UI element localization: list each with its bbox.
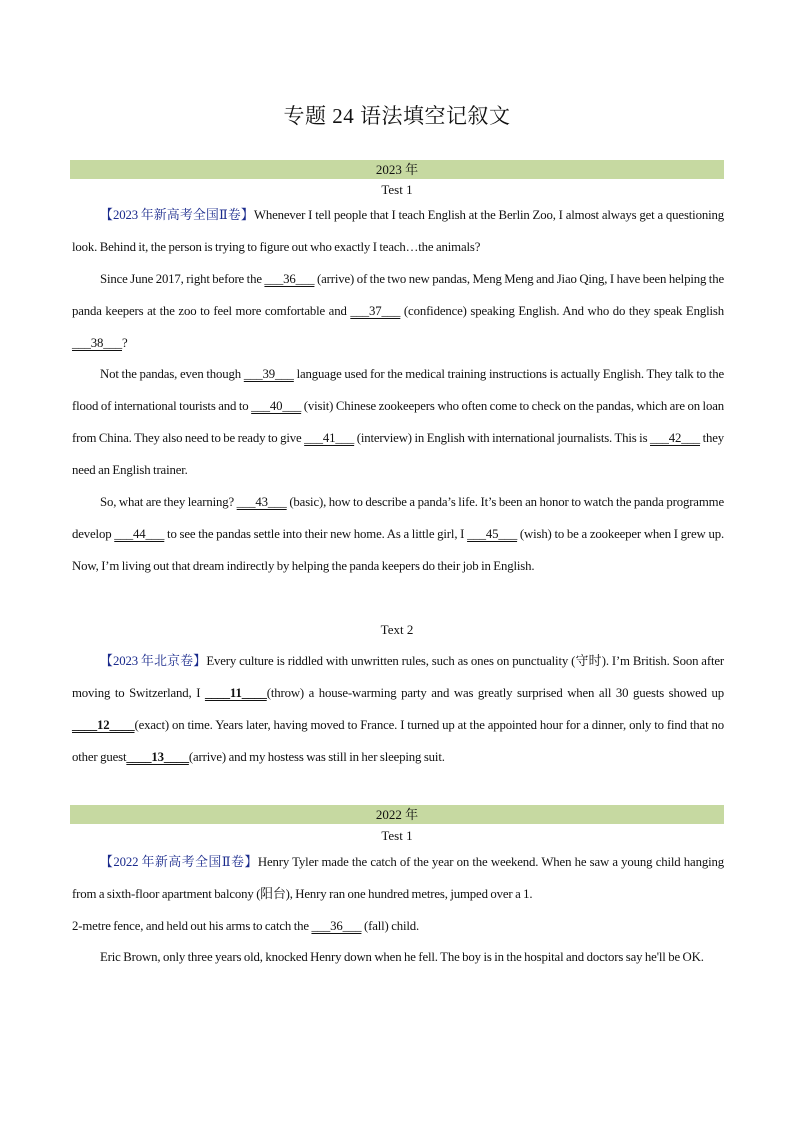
text-run: (confidence) speaking English. And who do they speak English [400, 303, 724, 318]
answer-blank: ___42___ [650, 430, 700, 445]
text-heading: Text 2 [380, 622, 414, 637]
text-run: Whenever I tell people that I teach English at the Berlin Zoo, I almost always get a questioning look. Behind it, the person is trying to figure out who exactly I teach…the animals? [72, 208, 724, 254]
answer-blank: ___43___ [236, 495, 287, 509]
paragraph [72, 942, 724, 974]
text-run: Not the pandas, even though [100, 367, 244, 381]
paragraph [72, 646, 724, 774]
text-run: (throw) a house-warming party and was greatly surprised when all 30 guests showed up [266, 685, 724, 700]
year-band-2023: 2023 年 [70, 160, 724, 179]
text-run: (wish) to be a zookeeper when I grew up. Now, I’m living out that dream indirectly by helping the panda keepers do their job in English. [72, 526, 724, 573]
year-band-2022: 2022 年 [70, 805, 724, 824]
answer-blank: ___38___ [72, 335, 122, 350]
answer-blank: ___45___ [467, 526, 518, 541]
answer-blank: ____12____ [72, 717, 135, 732]
answer-blank: ___36___ [264, 272, 315, 286]
text-run: (basic), how to describe a panda’s life. It’s been an honor to watch the panda programme develop [72, 495, 724, 541]
text-run: Since June 2017, right before the [100, 272, 265, 286]
exam-source-label: 【2022 年新高考全国Ⅱ卷】 [100, 855, 258, 869]
answer-blank: ____13____ [126, 749, 189, 764]
text-run: 2-metre fence, and held out his arms to catch the [72, 919, 312, 933]
text-run: (exact) on time. Years later, having moved to France. I turned up at the appointed hour for a dinner, only to find that no other guest [72, 717, 724, 764]
paragraph [72, 847, 724, 911]
text-run: they need an English trainer. [72, 430, 725, 477]
text-run: (arrive) and my hostess was still in her sleeping suit. [188, 749, 445, 764]
text-run: (interview) in English with international journalists. This is [354, 430, 650, 445]
paragraph-continuation [72, 911, 724, 943]
page-title: 专题 24 语法填空记叙文 [283, 104, 511, 128]
text-run: Every culture is riddled with unwritten rules, such as ones on punctuality (守时). I’m British. Soon after moving to Switzerland, I [72, 654, 724, 700]
text-run: Eric Brown, only three years old, knocked Henry down when he fell. The boy is in the hospital and doctors say he'll be OK. [100, 950, 704, 964]
text-run: ? [122, 335, 128, 350]
exam-source-label: 【2023 年新高考全国Ⅱ卷】 [100, 208, 254, 222]
paragraph [72, 200, 724, 264]
answer-blank: ___39___ [243, 367, 294, 381]
answer-blank: ___44___ [114, 526, 165, 541]
paragraph [72, 359, 724, 487]
text-run: So, what are they learning? [100, 495, 237, 509]
answer-blank: ___36___ [311, 919, 362, 933]
text-run: (arrive) of the two new pandas, Meng Meng and Jiao Qing, I have been helping the panda keepers at the zoo to feel more comfortable and [72, 272, 724, 318]
text-run: Henry Tyler made the catch of the year on the weekend. When he saw a young child hanging from a sixth-floor apartment balcony (阳台), Henry ran one hundred metres, jumped over a 1. [72, 855, 724, 901]
paragraph [72, 264, 724, 360]
answer-blank: ___41___ [304, 430, 355, 445]
answer-blank: ___37___ [350, 303, 401, 318]
answer-blank: ___40___ [251, 398, 302, 413]
text-run: language used for the medical training instructions is actually English. They talk to the flood of international tourists and to [72, 367, 724, 413]
paragraph [72, 487, 724, 583]
text-run: (visit) Chinese zookeepers who often come to check on the pandas, which are on loan from China. They also need to be ready to give [72, 398, 724, 445]
exam-source-label: 【2023 年北京卷】 [100, 654, 207, 668]
text-run: (fall) child. [361, 919, 420, 933]
text-run: to see the pandas settle into their new home. As a little girl, I [164, 526, 468, 541]
answer-blank: ____11____ [204, 685, 267, 700]
text-heading: Test 1 [381, 828, 413, 843]
text-heading: Test 1 [381, 182, 413, 197]
